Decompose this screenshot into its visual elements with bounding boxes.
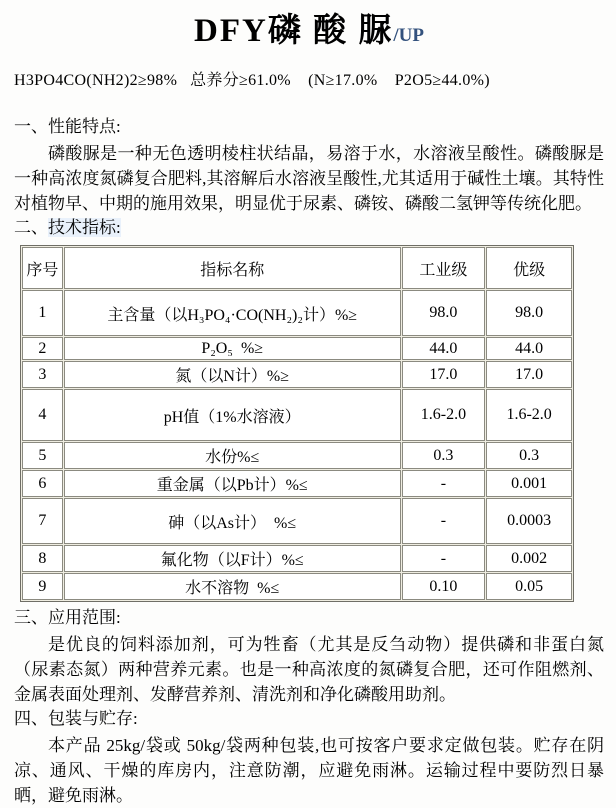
spec-table-cell: 砷（以As计） %≤ [64,498,401,544]
spec-table-cell: 水份%≤ [64,442,401,469]
spec-table-cell: 98.0 [402,290,486,336]
spec-table-cell: 1 [22,290,63,336]
spec-table-row [22,573,572,600]
spec-table-cell: 0.0003 [486,498,572,544]
section-performance-body: 磷酸脲是一种无色透明棱柱状结晶，易溶于水，水溶液呈酸性。磷酸脲是一种高浓度氮磷复合肥料,其溶解后水溶液呈酸性,尤其适用于碱性土壤。其特性对植物早、中期的施用效果，明显优于尿素、磷铵、磷酸二氢钾等传统化肥。 [14,144,604,213]
spec-table-cell: 0.002 [486,545,572,572]
spec-table-cell: 氮（以N计）%≥ [64,361,401,388]
section-specs-heading [14,216,604,240]
spec-table-column-header: 优级 [486,247,572,289]
spec-table-cell: 1.6-2.0 [402,389,486,441]
spec-table-cell: 0.05 [486,573,572,600]
spec-table-cell: 6 [22,470,63,497]
spec-table-row [22,361,572,388]
spec-table-cell: 44.0 [486,337,572,360]
page-title-suffix: /UP [393,25,424,46]
section-packaging-heading: 四、包装与贮存: [14,709,138,728]
spec-table-column-header: 指标名称 [64,247,401,289]
spec-table-row [22,290,572,336]
spec-table-cell: 氟化物（以F计）%≤ [64,545,401,572]
spec-table-cell: 17.0 [486,361,572,388]
spec-table-cell: 3 [22,361,63,388]
spec-table-row [22,498,572,544]
spec-table-cell: - [402,498,486,544]
spec-table-cell: 9 [22,573,63,600]
page-title-text: DFY磷 酸 脲 [194,13,394,49]
section-application-body: 是优良的饲料添加剂，可为牲畜（尤其是反刍动物）提供磷和非蛋白氮（尿素态氮）两种营养元素。也是一种高浓度的氮磷复合肥，还可作阻燃剂、金属表面处理剂、发酵营养剂、清洗剂和净化磷酸用助剂。 [14,635,604,704]
spec-table-cell: 44.0 [402,337,486,360]
spec-table-cell: 4 [22,389,63,441]
spec-table-body [22,290,572,600]
page-title [14,10,604,57]
section-specs-heading-text: 技术指标: [48,218,121,237]
spec-table-cell: 98.0 [486,290,572,336]
spec-table-cell: 水不溶物 %≤ [64,573,401,600]
section-packaging-body: 本产品 25kg/袋或 50kg/袋两种包装,也可按客户要求定做包装。贮存在阴凉、通风、干燥的库房内，注意防潮，应避免雨淋。运输过程中要防烈日暴晒，避免雨淋。 [14,736,604,805]
spec-table-column-header: 工业级 [402,247,486,289]
spec-table-row [22,470,572,497]
spec-table-row [22,545,572,572]
spec-table-cell: 8 [22,545,63,572]
spec-table-cell: 1.6-2.0 [486,389,572,441]
section-application-heading: 三、应用范围: [14,608,121,627]
spec-table-cell: 0.001 [486,470,572,497]
formula-line: H3PO4CO(NH2)2≥98% 总养分≥61.0% (N≥17.0% P2O5≥44.0%) [14,72,490,89]
spec-table-cell: pH值（1%水溶液） [64,389,401,441]
spec-table [20,245,574,602]
spec-table-cell: 0.3 [402,442,486,469]
spec-table-cell: - [402,545,486,572]
spec-table-cell: P₂O₅ %≥ [64,337,401,360]
spec-table-cell: 0.10 [402,573,486,600]
spec-table-column-header: 序号 [22,247,63,289]
spec-table-cell: 5 [22,442,63,469]
spec-table-row [22,389,572,441]
spec-table-cell: 7 [22,498,63,544]
spec-table-cell: 重金属（以Pb计）%≤ [64,470,401,497]
spec-table-row [22,337,572,360]
spec-table-cell: 0.3 [486,442,572,469]
section-performance-heading: 一、性能特点: [14,117,121,136]
spec-table-header-row [22,247,572,289]
spec-table-cell: 主含量（以H₃PO₄·CO(NH₂)₂计）%≥ [64,290,401,336]
spec-table-cell: - [402,470,486,497]
spec-table-cell: 17.0 [402,361,486,388]
spec-table-cell: 2 [22,337,63,360]
section-specs-heading-prefix: 二、 [14,218,48,237]
spec-table-row [22,442,572,469]
